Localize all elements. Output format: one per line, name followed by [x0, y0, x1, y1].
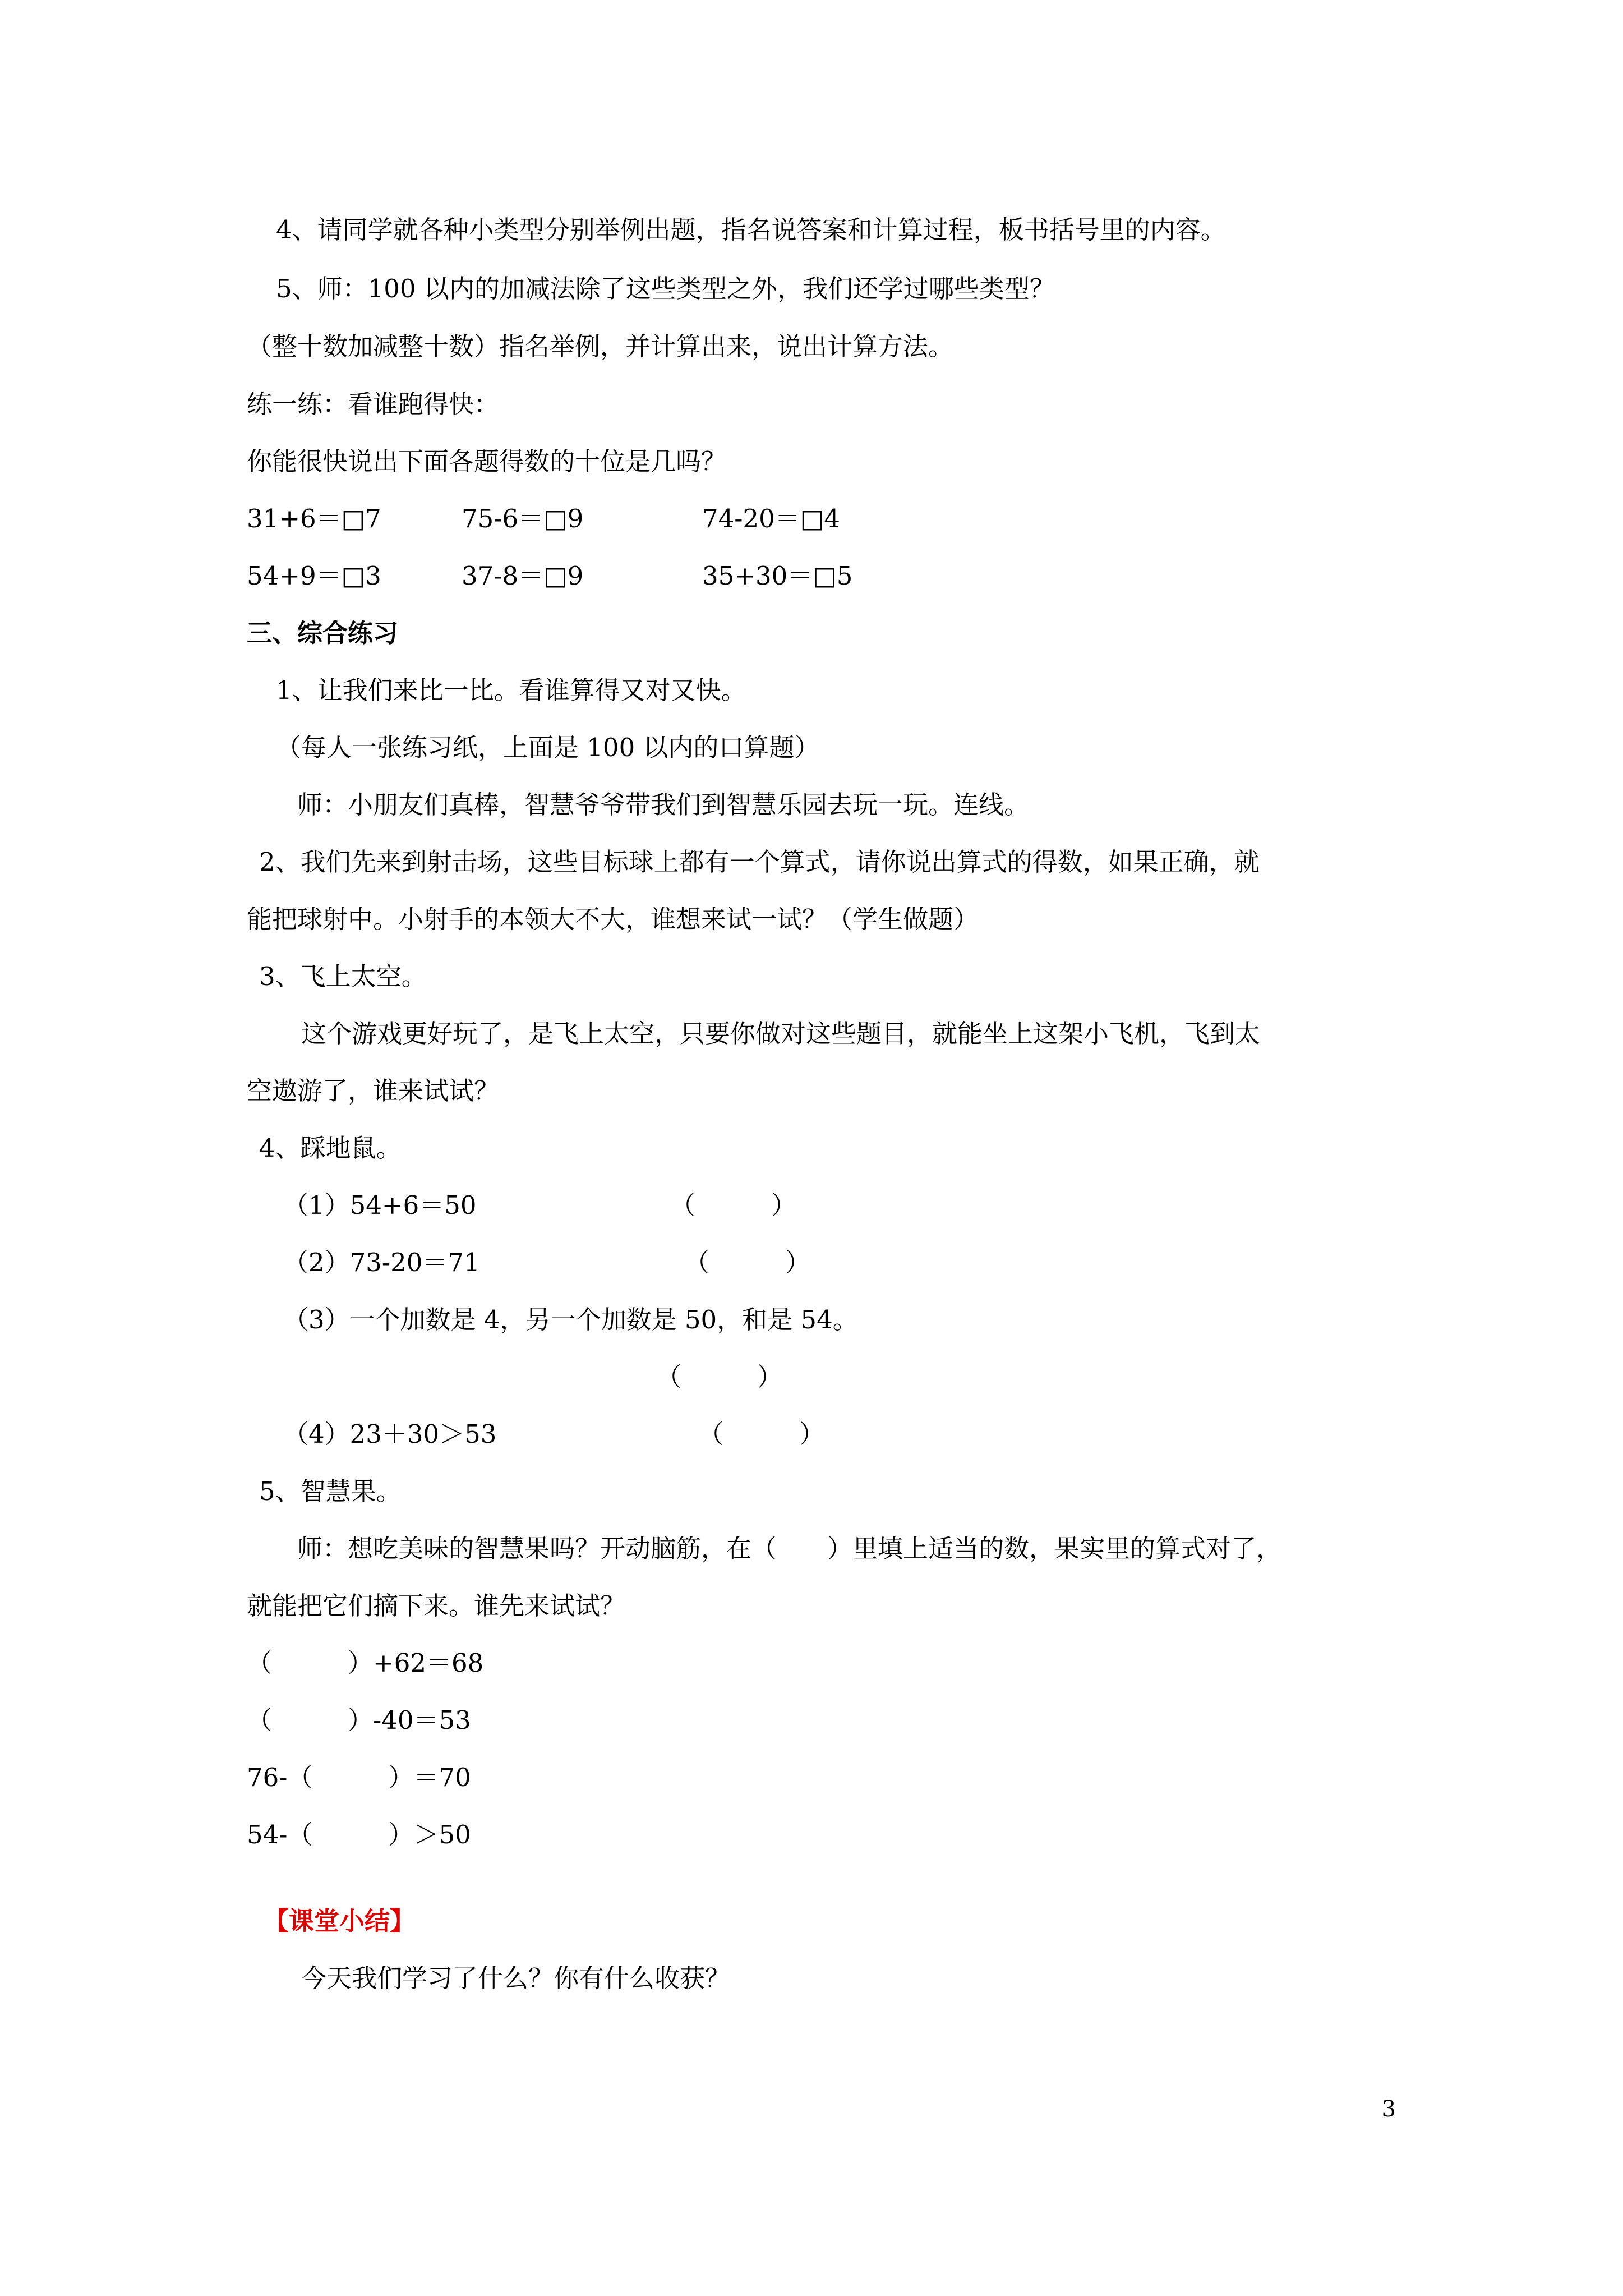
- section-heading: 三、综合练习: [247, 618, 399, 648]
- practice-question: 你能很快说出下面各题得数的十位是几吗？: [247, 447, 727, 476]
- summary-heading: 【课堂小结】: [264, 1906, 416, 1936]
- exercise-5: 5、智慧果。: [259, 1476, 402, 1506]
- practice-title: 练一练：看谁跑得快：: [247, 389, 500, 419]
- summary-text: 今天我们学习了什么？你有什么收获？: [301, 1963, 731, 1993]
- judgement-item: （2）73-20＝71: [283, 1248, 480, 1277]
- exercise-2-line-2: 能把球射中。小射手的本领大不大，谁想来试一试？（学生做题）: [247, 904, 979, 934]
- equation: 31+6＝□7: [247, 504, 381, 533]
- fill-blank-equation: 76-（ ）＝70: [247, 1763, 471, 1792]
- exercise-3: 3、飞上太空。: [259, 961, 427, 991]
- answer-blank: （ ）: [698, 1419, 825, 1449]
- exercise-5-line-1: 师：想吃美味的智慧果吗？开动脑筋，在（ ）里填上适当的数，果实里的算式对了，: [297, 1534, 1282, 1563]
- judgement-item: （3）一个加数是 4，另一个加数是 50，和是 54。: [283, 1305, 858, 1335]
- exercise-3-line-1: 这个游戏更好玩了，是飞上太空，只要你做对这些题目，就能坐上这架小飞机，飞到太: [301, 1019, 1261, 1048]
- exercise-1: 1、让我们来比一比。看谁算得又对又快。: [276, 675, 746, 705]
- answer-blank: （ ）: [684, 1248, 811, 1277]
- exercise-3-line-2: 空遨游了，谁来试试？: [247, 1076, 500, 1106]
- judgement-item: （4）23＋30＞53: [283, 1419, 497, 1449]
- equation: 35+30＝□5: [702, 561, 853, 591]
- item-5: 5、师：100 以内的加减法除了这些类型之外，我们还学过哪些类型？: [276, 274, 1055, 303]
- answer-blank: （ ）: [656, 1362, 783, 1392]
- fill-blank-equation: （ ）-40＝53: [247, 1705, 471, 1735]
- exercise-2-line-1: 2、我们先来到射击场，这些目标球上都有一个算式，请你说出算式的得数，如果正确，就: [259, 847, 1260, 877]
- equation: 37-8＝□9: [462, 561, 584, 591]
- fill-blank-equation: （ ）+62＝68: [247, 1648, 484, 1678]
- fill-blank-equation: 54-（ ）＞50: [247, 1820, 471, 1849]
- exercise-1-teacher: 师：小朋友们真棒，智慧爷爷带我们到智慧乐园去玩一玩。连线。: [297, 790, 1030, 820]
- page-number: 3: [1381, 2096, 1396, 2122]
- answer-blank: （ ）: [670, 1190, 797, 1220]
- judgement-item: （1）54+6＝50: [283, 1190, 477, 1220]
- item-4: 4、请同学就各种小类型分别举例出题，指名说答案和计算过程，板书括号里的内容。: [276, 215, 1226, 245]
- item-5-continued: （整十数加减整十数）指名举例，并计算出来，说出计算方法。: [247, 332, 954, 361]
- equation: 54+9＝□3: [247, 561, 381, 591]
- exercise-5-line-2: 就能把它们摘下来。谁先来试试？: [247, 1591, 626, 1621]
- exercise-1-note: （每人一张练习纸，上面是 100 以内的口算题）: [276, 733, 820, 762]
- exercise-4: 4、踩地鼠。: [259, 1133, 402, 1163]
- equation: 74-20＝□4: [702, 504, 840, 533]
- equation: 75-6＝□9: [462, 504, 584, 533]
